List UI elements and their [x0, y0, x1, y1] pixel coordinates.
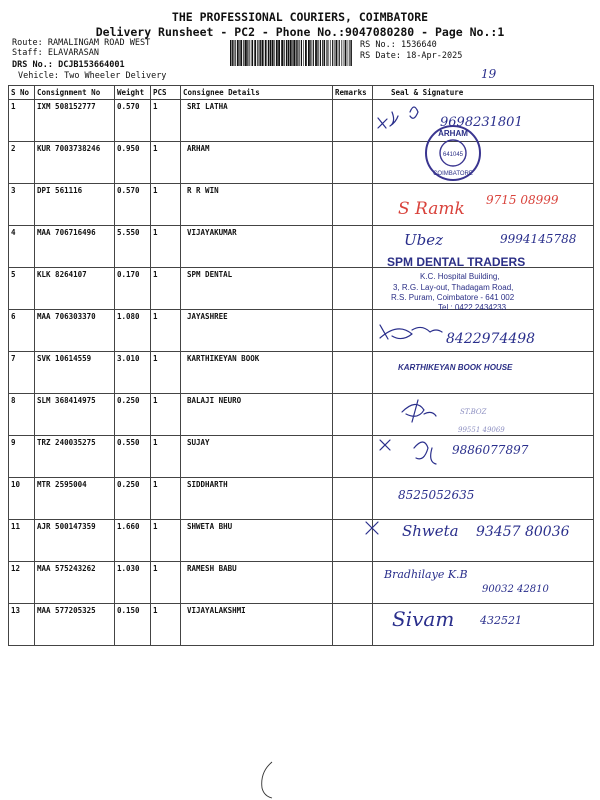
barcode-bar [341, 40, 342, 66]
spm-stamp-name: SPM DENTAL TRADERS [387, 255, 526, 269]
row-consignee: VIJAYALAKSHMI [181, 604, 333, 646]
row-remarks [333, 520, 373, 562]
barcode-bar [230, 40, 231, 66]
row-pcs: 1 [151, 100, 181, 142]
signature-phone-9: 9886077897 [452, 443, 529, 457]
row-weight: 0.250 [115, 478, 151, 520]
row-sno: 5 [9, 268, 35, 310]
row-consignment-no: MAA 575243262 [35, 562, 115, 604]
row-signature-cell [373, 268, 594, 310]
barcode-bar [293, 40, 295, 66]
row-pcs: 1 [151, 352, 181, 394]
table-row [9, 394, 594, 436]
barcode-bar [268, 40, 269, 66]
spm-stamp-line4: Tel : 0422 2434233 [438, 303, 507, 312]
barcode-bar [343, 40, 344, 66]
barcode-bar [290, 40, 292, 66]
row-signature-cell [373, 142, 594, 184]
table-row [9, 310, 594, 352]
table-row [9, 226, 594, 268]
barcode-bar [345, 40, 347, 66]
barcode-bar [245, 40, 247, 66]
row-sno: 7 [9, 352, 35, 394]
row-consignment-no: KUR 7003738246 [35, 142, 115, 184]
signature-faint-8: ST.BOZ [460, 408, 487, 416]
rs-date-line [360, 51, 462, 61]
row-pcs: 1 [151, 478, 181, 520]
row-consignee: RAMESH BABU [181, 562, 333, 604]
barcode-bar [351, 40, 352, 66]
spm-stamp-line1: K.C. Hospital Building, [420, 272, 500, 281]
row-sno: 2 [9, 142, 35, 184]
table-row [9, 604, 594, 646]
row-pcs: 1 [151, 226, 181, 268]
barcode-bar [296, 40, 297, 66]
barcode-bar [348, 40, 349, 66]
barcode-bar [335, 40, 336, 66]
row-consignment-no: KLK 8264107 [35, 268, 115, 310]
table-row [9, 352, 594, 394]
runsheet-table [8, 85, 594, 646]
barcode-bar [327, 40, 328, 66]
row-consignee: ARHAM [181, 142, 333, 184]
signature-phone-10: 8525052635 [398, 488, 475, 502]
staff-label: Staff: [12, 48, 43, 58]
vehicle-line [18, 71, 166, 81]
row-sno: 3 [9, 184, 35, 226]
row-weight: 0.570 [115, 184, 151, 226]
row-pcs: 1 [151, 562, 181, 604]
drs-label: DRS No.: [12, 60, 53, 70]
row-weight: 1.080 [115, 310, 151, 352]
row-signature-cell [373, 100, 594, 142]
col-sno: S No [9, 86, 35, 100]
barcode-bar [260, 40, 261, 66]
barcode-bar [286, 40, 287, 66]
row-sno: 9 [9, 436, 35, 478]
row-sno: 1 [9, 100, 35, 142]
signature-phone-1: 9698231801 [440, 115, 523, 130]
row-consignment-no: TRZ 240035275 [35, 436, 115, 478]
row-remarks [333, 394, 373, 436]
staff-line [12, 48, 99, 58]
table-header-row [9, 86, 594, 100]
barcode-bar [259, 40, 260, 66]
barcode-bar [292, 40, 293, 66]
table-row [9, 142, 594, 184]
col-weight: Weight [115, 86, 151, 100]
barcode-bar [254, 40, 256, 66]
table-row [9, 478, 594, 520]
row-signature-cell [373, 226, 594, 268]
barcode-bar [276, 40, 278, 66]
route-value: RAMALINGAM ROAD WEST [47, 38, 151, 48]
barcode-bar [303, 40, 304, 66]
signature-phone-4: 9994145788 [500, 232, 577, 246]
row-remarks [333, 436, 373, 478]
row-pcs: 1 [151, 436, 181, 478]
table-row [9, 100, 594, 142]
row-pcs: 1 [151, 394, 181, 436]
row-remarks [333, 142, 373, 184]
row-consignee: SPM DENTAL [181, 268, 333, 310]
barcode-bar [297, 40, 298, 66]
barcode-bar [308, 40, 310, 66]
arham-stamp-bottom: COIMBATORE [433, 171, 473, 177]
sheet-title: Delivery Runsheet - PC2 - Phone No.:9047080280 - Page No.:1 [95, 25, 505, 39]
barcode-bar [310, 40, 311, 66]
signature-name-13: Sivam [392, 607, 455, 631]
handwritten-count: 19 [481, 67, 497, 81]
barcode-bar [235, 40, 236, 66]
row-consignment-no: MAA 706303370 [35, 310, 115, 352]
signature-phone-7: 8422974498 [446, 331, 536, 347]
barcode-bar [247, 40, 248, 66]
karthikeyan-stamp: KARTHIKEYAN BOOK HOUSE [398, 363, 513, 372]
drs-line [12, 60, 125, 70]
row-weight: 1.660 [115, 520, 151, 562]
barcode-bar [281, 40, 283, 66]
barcode-bar [317, 40, 318, 66]
table-row [9, 562, 594, 604]
col-consignee: Consignee Details [181, 86, 333, 100]
row-remarks [333, 478, 373, 520]
row-consignment-no: DPI 561116 [35, 184, 115, 226]
row-pcs: 1 [151, 310, 181, 352]
vehicle-label: Vehicle: [18, 71, 59, 81]
rs-no-value: 1536640 [400, 40, 437, 50]
row-consignee: R R WIN [181, 184, 333, 226]
signature-faint-8b: 99551 49069 [458, 426, 505, 434]
barcode-bar [332, 40, 333, 66]
row-consignment-no: MTR 2595004 [35, 478, 115, 520]
signature-phone-12: 90032 42810 [482, 584, 549, 595]
row-weight: 0.150 [115, 604, 151, 646]
vehicle-value: Two Wheeler Delivery [64, 71, 167, 81]
barcode-bar [240, 40, 242, 66]
barcode-bar [284, 40, 285, 66]
barcode-bar [243, 40, 244, 66]
row-remarks [333, 226, 373, 268]
company-name: THE PROFESSIONAL COURIERS, COIMBATORE [171, 10, 429, 24]
row-sno: 6 [9, 310, 35, 352]
row-consignee: BALAJI NEURO [181, 394, 333, 436]
barcode-bar [272, 40, 274, 66]
row-consignee: JAYASHREE [181, 310, 333, 352]
barcode-bar [326, 40, 327, 66]
row-consignee: VIJAYAKUMAR [181, 226, 333, 268]
row-signature-cell [373, 310, 594, 352]
row-signature-cell [373, 520, 594, 562]
row-pcs: 1 [151, 604, 181, 646]
barcode-bar [315, 40, 317, 66]
row-signature-cell [373, 394, 594, 436]
barcode-bar [288, 40, 290, 66]
signature-name-3: S Ramk [398, 199, 465, 219]
row-sno: 8 [9, 394, 35, 436]
barcode-bar [270, 40, 272, 66]
barcode-bar [278, 40, 280, 66]
barcode-bar [349, 40, 350, 66]
row-weight: 1.030 [115, 562, 151, 604]
signature-name-11: Shweta [402, 522, 459, 540]
drs-value: DCJB153664001 [58, 60, 125, 70]
row-signature-cell [373, 562, 594, 604]
row-weight: 3.010 [115, 352, 151, 394]
route-line [12, 38, 150, 48]
barcode-bar [313, 40, 314, 66]
row-sno: 13 [9, 604, 35, 646]
row-remarks [333, 100, 373, 142]
arham-stamp-top: ARHAM [438, 129, 468, 138]
col-pcs: PCS [151, 86, 181, 100]
barcode-bar [262, 40, 264, 66]
signature-phone-3: 9715 08999 [486, 193, 559, 207]
row-consignee: SIDDHARTH [181, 478, 333, 520]
row-sno: 11 [9, 520, 35, 562]
row-signature-cell [373, 478, 594, 520]
barcode-bar [329, 40, 330, 66]
row-pcs: 1 [151, 268, 181, 310]
row-weight: 0.250 [115, 394, 151, 436]
barcode-bar [299, 40, 300, 66]
row-pcs: 1 [151, 520, 181, 562]
staff-value: ELAVARASAN [47, 48, 100, 58]
table-row [9, 520, 594, 562]
arham-stamp-center: 641045 [442, 152, 464, 158]
row-consignment-no: AJR 500147359 [35, 520, 115, 562]
row-signature-cell [373, 184, 594, 226]
signature-phone-13: 432521 [480, 614, 522, 627]
row-remarks [333, 562, 373, 604]
row-remarks [333, 184, 373, 226]
barcode-bar [274, 40, 275, 66]
row-consignment-no: IXM 508152777 [35, 100, 115, 142]
signature-name-4: Ubez [404, 231, 444, 249]
row-remarks [333, 352, 373, 394]
spm-stamp-line3: R.S. Puram, Coimbatore - 641 002 [391, 293, 515, 302]
row-consignee: KARTHIKEYAN BOOK [181, 352, 333, 394]
row-consignment-no: SVK 10614559 [35, 352, 115, 394]
barcode-bar [265, 40, 267, 66]
barcode-bar [233, 40, 234, 66]
row-weight: 0.950 [115, 142, 151, 184]
row-weight: 0.550 [115, 436, 151, 478]
col-consignment: Consignment No [35, 86, 115, 100]
row-sno: 12 [9, 562, 35, 604]
col-signature: Seal & Signature [373, 86, 594, 100]
signature-name-12: Bradhilaye K.B [384, 568, 468, 581]
barcode-bar [252, 40, 253, 66]
row-signature-cell [373, 352, 594, 394]
rs-date-label: RS Date: [360, 51, 401, 61]
row-consignment-no: SLM 368414975 [35, 394, 115, 436]
stray-pen-mark [262, 762, 272, 798]
row-sno: 4 [9, 226, 35, 268]
barcode-bar [249, 40, 250, 66]
route-label: Route: [12, 38, 43, 48]
row-consignee: SUJAY [181, 436, 333, 478]
rs-date-value: 18-Apr-2025 [406, 51, 463, 61]
row-remarks [333, 604, 373, 646]
row-signature-cell [373, 604, 594, 646]
row-weight: 0.570 [115, 100, 151, 142]
barcode-bar [330, 40, 331, 66]
barcode-bar [251, 40, 252, 66]
table-row [9, 436, 594, 478]
spm-stamp-line2: 3, R.G. Lay-out, Thadagam Road, [393, 283, 514, 292]
barcode-bar [239, 40, 240, 66]
row-weight: 0.170 [115, 268, 151, 310]
barcode-bar [324, 40, 325, 66]
row-pcs: 1 [151, 184, 181, 226]
barcode-bar [320, 40, 321, 66]
row-consignee: SHWETA BHU [181, 520, 333, 562]
row-signature-cell [373, 436, 594, 478]
rs-no-label: RS No.: [360, 40, 396, 50]
barcode-bar [305, 40, 307, 66]
row-consignment-no: MAA 577205325 [35, 604, 115, 646]
row-sno: 10 [9, 478, 35, 520]
row-remarks [333, 268, 373, 310]
row-pcs: 1 [151, 142, 181, 184]
barcode-bar [336, 40, 338, 66]
barcode-bar [301, 40, 302, 66]
col-remarks: Remarks [333, 86, 373, 100]
row-weight: 5.550 [115, 226, 151, 268]
rs-no-line [360, 40, 437, 50]
barcode-bar [237, 40, 239, 66]
barcode-bar [257, 40, 258, 66]
barcode-bar [339, 40, 340, 66]
table-row [9, 184, 594, 226]
signature-phone-11: 93457 80036 [476, 524, 570, 540]
row-consignee: SRI LATHA [181, 100, 333, 142]
barcode [230, 40, 352, 66]
row-consignment-no: MAA 706716496 [35, 226, 115, 268]
barcode-bar [322, 40, 323, 66]
row-remarks [333, 310, 373, 352]
barcode-bar [232, 40, 233, 66]
table-row [9, 268, 594, 310]
